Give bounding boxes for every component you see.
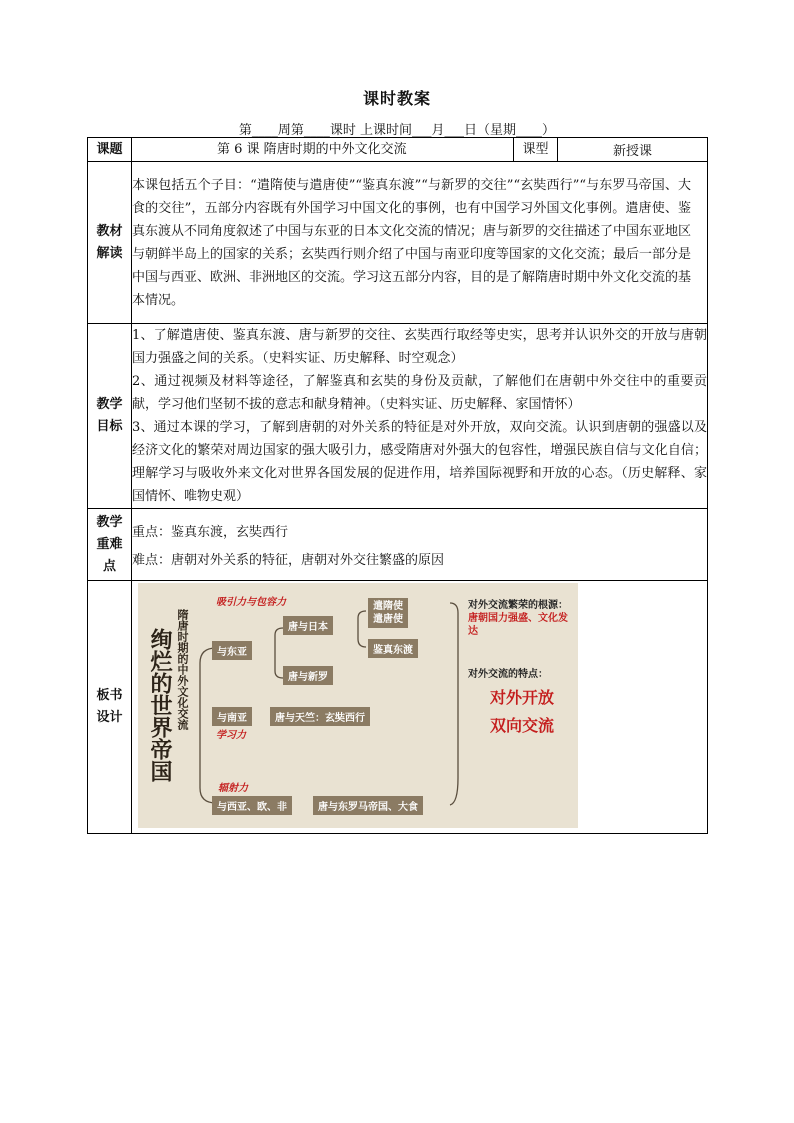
- keypoints-text: [132, 509, 708, 581]
- feature-exchange: 双向交流: [490, 716, 555, 735]
- keypoints-label: 教学 重难 点: [88, 509, 132, 581]
- goals-text: [132, 324, 708, 509]
- goal-item: 2、通过视频及材料等途径，了解鉴真和玄奘的身份及贡献，了解他们在唐朝中外交往中的重要贡献，学习他们坚韧不拔的意志和献身精神。（史料实证、历史解释、家国情怀）: [132, 374, 707, 412]
- topic-row: [88, 138, 708, 162]
- topic-label: 课题: [88, 138, 132, 162]
- goal-item: 3、通过本课的学习，了解到唐朝的对外关系的特征是对外开放，双向交流。认识到唐朝的强盛以及经济文化的繁荣对周边国家的强大吸引力，感受隋唐对外强大的包容性，增强民族自信与文化自信；理解学习与吸收外来文化对世界各国发展的促进作用，培养国际视野和开放的心态。（历史解释、家国情怀、唯物史观）: [132, 420, 707, 504]
- board-theme: 隋唐时期的中外文化交流: [176, 609, 189, 730]
- goal-item: 1、了解遣唐使、鉴真东渡、唐与新罗的交往、玄奘西行取经等史实，思考并认识外交的开放与唐朝国力强盛之间的关系。（史料实证、历史解释、时空观念）: [132, 328, 707, 366]
- goals-label: 教学 目标: [88, 324, 132, 509]
- left-title: 绚烂的世界帝国: [147, 628, 173, 782]
- silla-box: 唐与新罗: [283, 666, 333, 685]
- feature-open: 对外开放: [490, 688, 555, 707]
- board-label: 板书 设计: [88, 581, 132, 834]
- japan-box: 唐与日本: [283, 616, 333, 635]
- envoys-box: 遣隋使 遣唐使: [368, 598, 408, 628]
- jianzhen-box: 鉴真东渡: [368, 639, 418, 658]
- keypoints-row: [88, 509, 708, 581]
- south-asia-box: 与南亚: [212, 707, 252, 726]
- feature-title: 对外交流的特点：: [468, 669, 548, 680]
- west-box: 与西亚、欧、非: [212, 796, 292, 815]
- board-design-image: [138, 583, 578, 828]
- type-value: 新授课: [558, 138, 708, 162]
- topic-value: 第 6 课 隋唐时期的中外文化交流: [132, 138, 514, 162]
- board-cell: [132, 581, 708, 834]
- goals-row: [88, 324, 708, 509]
- radiation-label: 辐射力: [218, 783, 248, 794]
- schedule-line: 第____周第____课时 上课时间___月___日（星期____）: [238, 123, 556, 138]
- page-title: 课时教案: [362, 89, 431, 108]
- focus-text: 重点：鉴真东渡，玄奘西行: [132, 524, 289, 540]
- learning-label: 学习力: [216, 730, 246, 741]
- material-label: 教材 解读: [88, 162, 132, 324]
- xuanzang-box: 唐与天竺：玄奘西行: [270, 707, 370, 726]
- material-row: [88, 162, 708, 324]
- root-text: 对外交流繁荣的根源：唐朝国力强盛、文化发达: [468, 600, 568, 637]
- type-label: 课型: [514, 138, 558, 162]
- material-text: 本课包括五个子目：“遣隋使与遣唐使”“鉴真东渡”“与新罗的交往”“玄奘西行”“与东罗马帝国、大食的交往”，五部分内容既有外国学习中国文化的事例，也有中国学习外国文化事例。遣唐使、鉴真东渡从不同角度叙述了中国与东亚的日本文化交流的情况；唐与新罗的交往描述了中国东亚地区与朝鲜半岛上的国家的关系；玄奘西行则介绍了中国与南亚印度等国家的文化交流；最后一部分是中国与西亚、欧洲、非洲地区的交流。学习这五部分内容，目的是了解隋唐时期中外文化交流的基本情况。: [132, 162, 708, 324]
- board-row: [88, 581, 708, 834]
- rome-box: 唐与东罗马帝国、大食: [313, 796, 423, 815]
- lesson-plan-table: [87, 137, 708, 834]
- east-asia-box: 与东亚: [212, 641, 252, 660]
- attraction-label: 吸引力与包容力: [216, 597, 286, 608]
- difficulty-text: 难点：唐朝对外关系的特征，唐朝对外交往繁盛的原因: [132, 552, 445, 568]
